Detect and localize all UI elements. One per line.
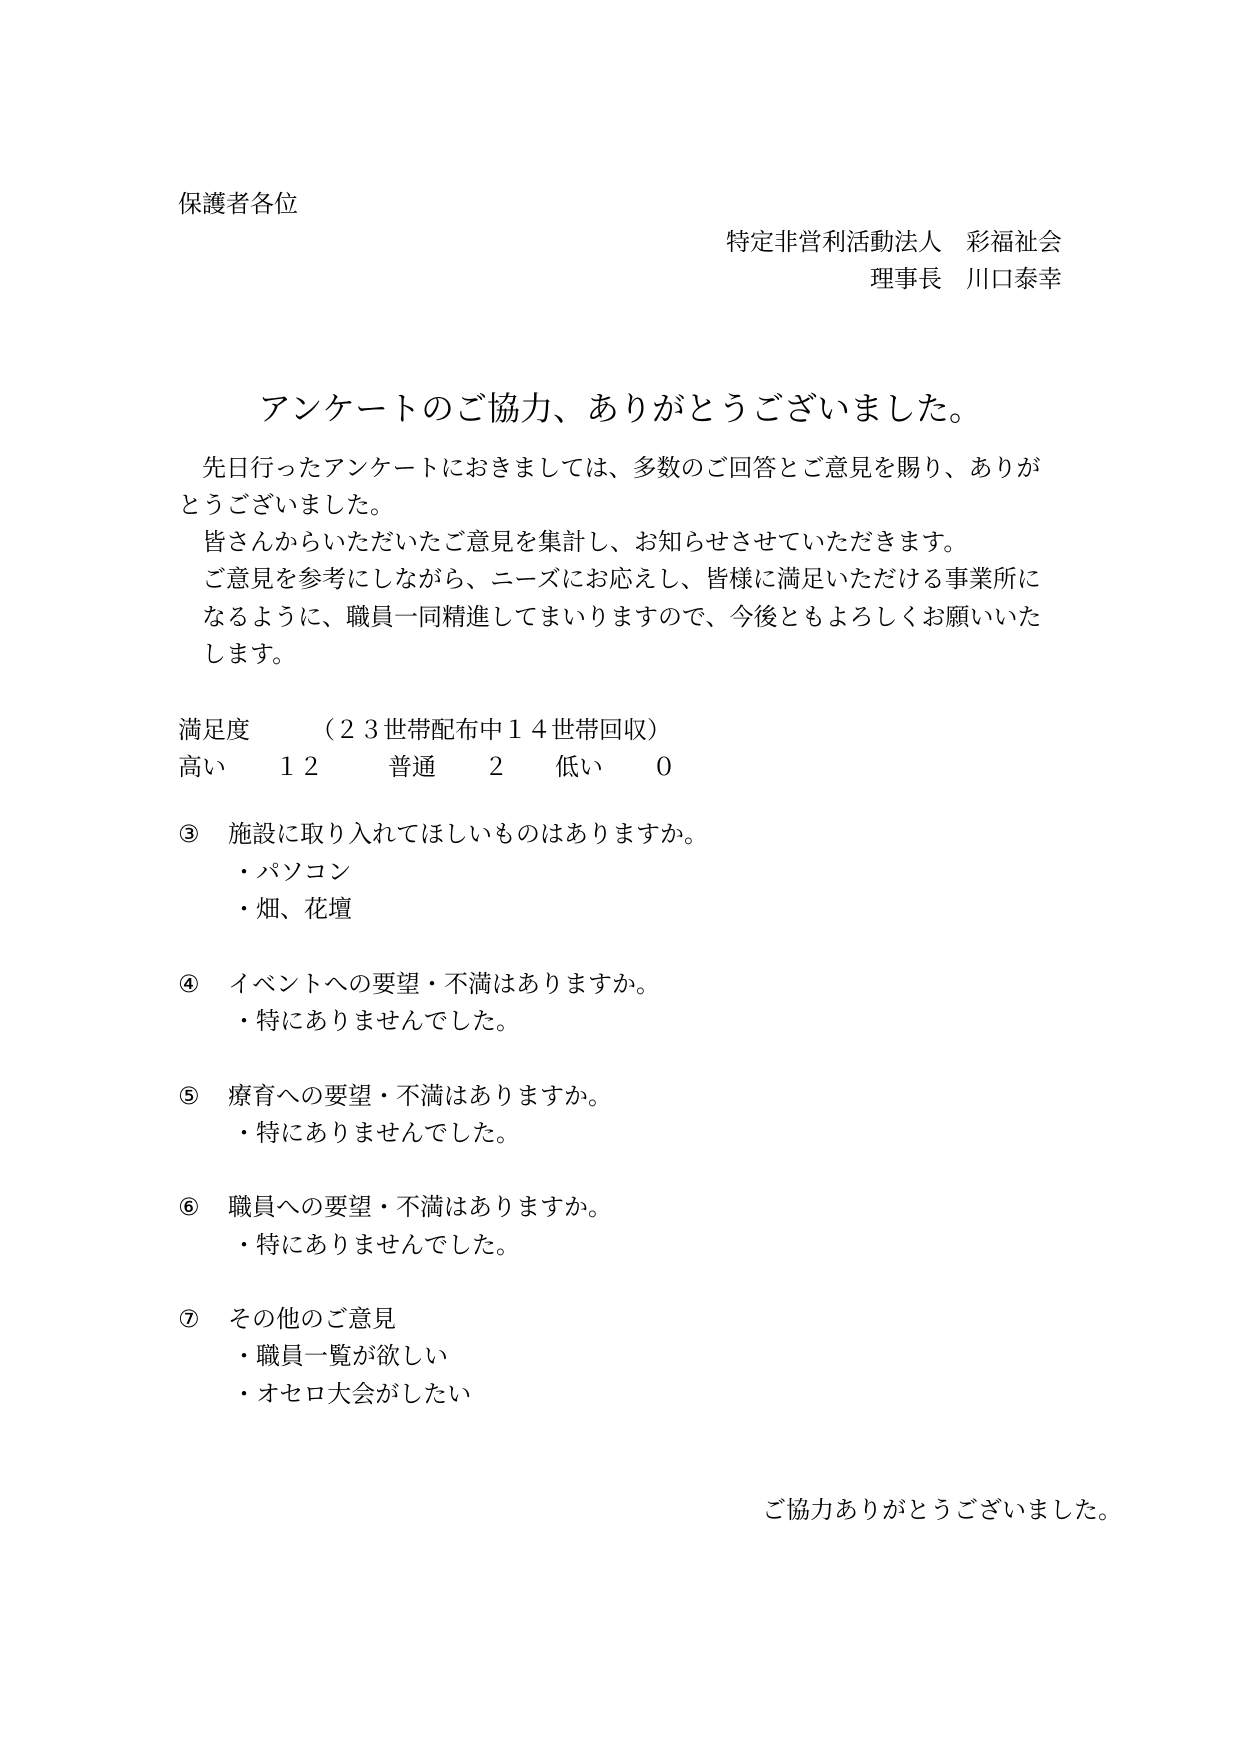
question-number: ④ — [178, 970, 200, 998]
body-line: なるように、職員一同精進してまいりますので、今後ともよろしくお願いいた — [178, 603, 1042, 631]
question-number: ③ — [178, 820, 200, 848]
question-number: ⑥ — [178, 1193, 200, 1221]
body-line: 皆さんからいただいたご意見を集計し、お知らせさせていただきます。 — [178, 528, 968, 556]
question-number: ⑤ — [178, 1082, 200, 1110]
answer-item: ・職員一覧が欲しい — [232, 1342, 448, 1370]
question-number: ⑦ — [178, 1305, 200, 1333]
question-text: 職員への要望・不満はありますか。 — [228, 1193, 612, 1221]
answer-item: ・特にありませんでした。 — [232, 1007, 520, 1035]
body-line: します。 — [178, 640, 297, 668]
normal-value: ２ — [484, 753, 508, 781]
question-text: 施設に取り入れてほしいものはありますか。 — [228, 820, 708, 848]
body-line: ご意見を参考にしながら、ニーズにお応えし、皆様に満足いただける事業所に — [178, 565, 1041, 593]
normal-label: 普通 — [388, 753, 436, 781]
question-text: イベントへの要望・不満はありますか。 — [228, 970, 660, 998]
satisfaction-note: （２３世帯配布中１４世帯回収） — [311, 716, 671, 744]
question-text: 療育への要望・不満はありますか。 — [228, 1082, 612, 1110]
low-label: 低い — [555, 753, 603, 781]
closing-line: ご協力ありがとうございました。 — [762, 1496, 1122, 1524]
answer-item: ・オセロ大会がしたい — [232, 1380, 472, 1408]
document-title: アンケートのご協力、ありがとうございました。 — [257, 389, 983, 428]
body-line: とうございました。 — [178, 491, 394, 519]
high-value: １２ — [275, 753, 323, 781]
answer-item: ・特にありませんでした。 — [232, 1119, 520, 1147]
answer-item: ・畑、花壇 — [232, 895, 352, 923]
sender-organization: 特定非営利活動法人 彩福祉会 — [726, 228, 1062, 256]
answer-item: ・パソコン — [232, 858, 352, 886]
high-label: 高い — [178, 753, 226, 781]
recipient-line: 保護者各位 — [178, 190, 298, 218]
sender-name: 理事長 川口泰幸 — [870, 265, 1062, 293]
question-text: その他のご意見 — [228, 1305, 396, 1333]
answer-item: ・特にありませんでした。 — [232, 1231, 520, 1259]
body-line: 先日行ったアンケートにおきましては、多数のご回答とご意見を賜り、ありが — [178, 454, 1041, 482]
low-value: ０ — [652, 753, 676, 781]
satisfaction-label: 満足度 — [178, 716, 250, 744]
